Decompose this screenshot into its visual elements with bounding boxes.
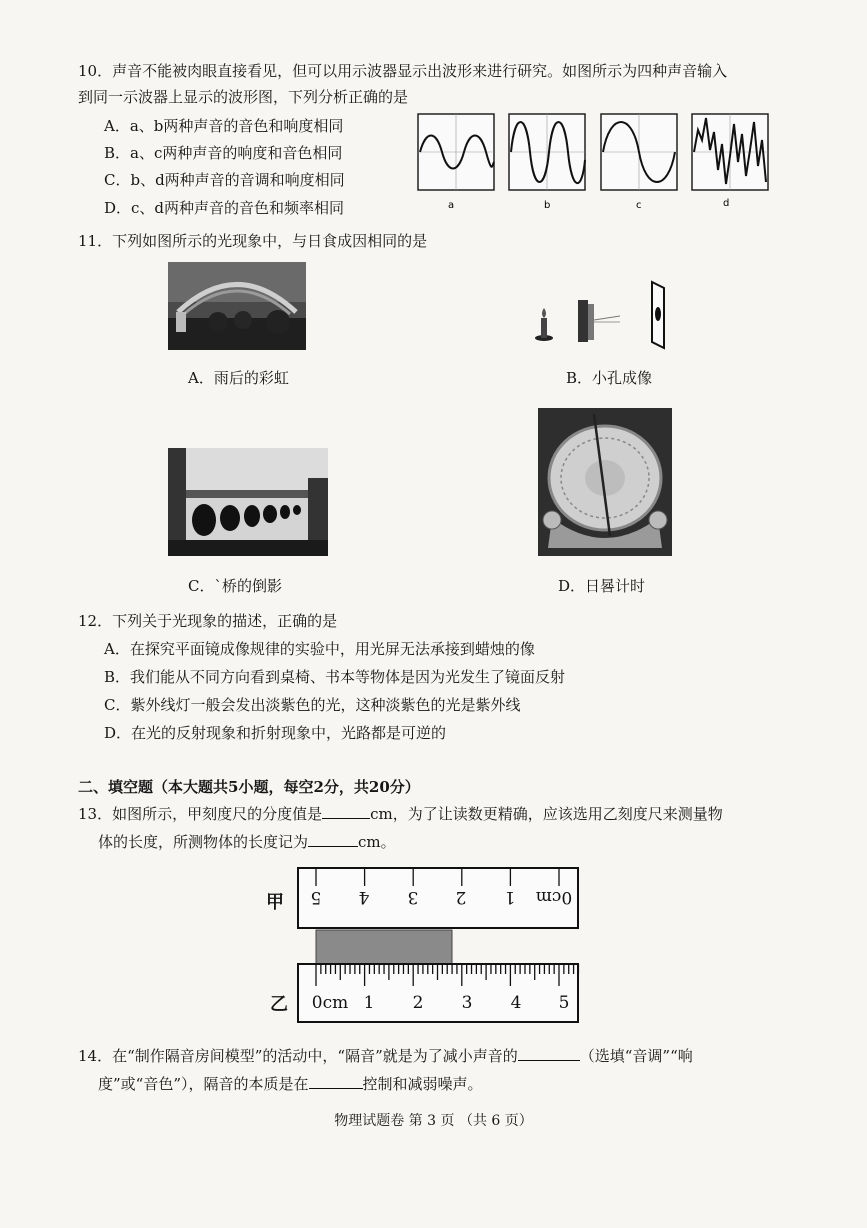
ruler-yi xyxy=(298,964,578,1022)
q13-text-unit1: cm，为了让读数更精确，应该选用乙刻度尺来测量物 xyxy=(370,805,723,823)
q13-line1 xyxy=(78,803,723,825)
measured-object xyxy=(316,930,452,964)
oscilloscope-waveforms xyxy=(410,110,780,215)
q14-line1 xyxy=(78,1045,693,1067)
section2-heading: 二、填空题（本大题共5小题，每空2分，共20分） xyxy=(78,778,420,796)
q13-text-unit2: cm。 xyxy=(358,833,396,851)
q10-stem-line2: 到同一示波器上显示的波形图，下列分析正确的是 xyxy=(78,88,409,106)
yi-tick-label-0: 0cm xyxy=(311,993,349,1013)
q10-option-a: A．a、b两种声音的音色和响度相同 xyxy=(104,117,344,135)
yi-tick-label-1: 1 xyxy=(363,993,375,1013)
q14-blank-2[interactable] xyxy=(309,1074,363,1089)
yi-tick-label-5: 5 xyxy=(558,993,570,1013)
jia-tick-label-4: 4 xyxy=(358,887,370,907)
q10-stem-line1: 10．声音不能被肉眼直接看见，但可以用示波器显示出波形来进行研究。如图所示为四种声音输入 xyxy=(78,62,728,80)
wave-label-b: b xyxy=(544,200,551,211)
q14-text-part2b: 控制和减弱噪声。 xyxy=(362,1075,483,1093)
q13-text-part1: 13．如图所示，甲刻度尺的分度值是 xyxy=(78,805,323,823)
yi-tick-label-2: 2 xyxy=(412,993,424,1013)
waveform-b xyxy=(509,114,585,190)
wave-label-c: c xyxy=(636,200,642,211)
sundial-image xyxy=(538,408,672,556)
bridge-image xyxy=(168,448,328,556)
q14-text-part1: 14．在“制作隔音房间模型”的活动中，“隔音”就是为了减小声音的 xyxy=(78,1047,518,1065)
sundial-photo xyxy=(538,408,672,556)
q14-blank-1[interactable] xyxy=(518,1046,580,1061)
jia-tick-label-5: 5 xyxy=(310,887,322,907)
q13-text-part2: 体的长度，所测物体的长度记为 xyxy=(98,833,309,851)
wave-label-d: d xyxy=(723,198,730,209)
q11-stem: 11．下列如图所示的光现象中，与日食成因相同的是 xyxy=(78,232,428,250)
pinhole-diagram xyxy=(528,278,668,350)
yi-tick-label-4: 4 xyxy=(510,993,522,1013)
page-footer: 物理试题卷 第 3 页 （共 6 页） xyxy=(334,1113,533,1129)
q10-option-c: C．b、d两种声音的音调和响度相同 xyxy=(104,171,345,189)
rulers-figure xyxy=(296,866,586,1026)
q11-caption-a: A．雨后的彩虹 xyxy=(188,369,289,387)
q12-stem: 12．下列关于光现象的描述，正确的是 xyxy=(78,612,338,630)
ruler-yi-label: 乙 xyxy=(270,994,288,1015)
q10-option-d: D．c、d两种声音的音色和频率相同 xyxy=(104,199,345,217)
q13-blank-2[interactable] xyxy=(308,832,358,847)
q10-option-b: B．a、c两种声音的响度和音色相同 xyxy=(104,144,343,162)
ruler-jia-label: 甲 xyxy=(266,892,284,913)
q11-caption-c: C．`桥的倒影 xyxy=(188,577,282,595)
q12-option-d: D．在光的反射现象和折射现象中，光路都是可逆的 xyxy=(104,724,447,742)
q11-caption-b: B．小孔成像 xyxy=(566,369,653,387)
jia-tick-label-0: 0cm xyxy=(535,887,573,907)
q14-text-part1b: （选填“音调”“响 xyxy=(579,1047,693,1065)
waveform-d xyxy=(692,114,768,190)
waveform-c xyxy=(601,114,677,190)
jia-tick-label-3: 3 xyxy=(407,887,419,907)
wave-label-a: a xyxy=(448,200,455,211)
rainbow-photo xyxy=(168,262,306,350)
jia-tick-label-1: 1 xyxy=(504,887,516,907)
q12-option-a: A．在探究平面镜成像规律的实验中，用光屏无法承接到蜡烛的像 xyxy=(104,640,535,658)
q12-option-b: B．我们能从不同方向看到桌椅、书本等物体是因为光发生了镜面反射 xyxy=(104,668,566,686)
q12-option-c: C．紫外线灯一般会发出淡紫色的光，这种淡紫色的光是紫外线 xyxy=(104,696,521,714)
waveform-a xyxy=(418,114,494,190)
q14-text-part2: 度”或“音色”），隔音的本质是在 xyxy=(98,1075,309,1093)
q14-line2 xyxy=(98,1073,483,1095)
ruler-jia xyxy=(298,868,578,928)
jia-tick-label-2: 2 xyxy=(455,887,467,907)
yi-tick-label-3: 3 xyxy=(461,993,473,1013)
q13-blank-1[interactable] xyxy=(322,804,370,819)
q11-caption-d: D．日晷计时 xyxy=(558,577,646,595)
q13-line2 xyxy=(98,831,396,853)
rainbow-image xyxy=(168,262,306,350)
bridge-photo xyxy=(168,448,328,556)
